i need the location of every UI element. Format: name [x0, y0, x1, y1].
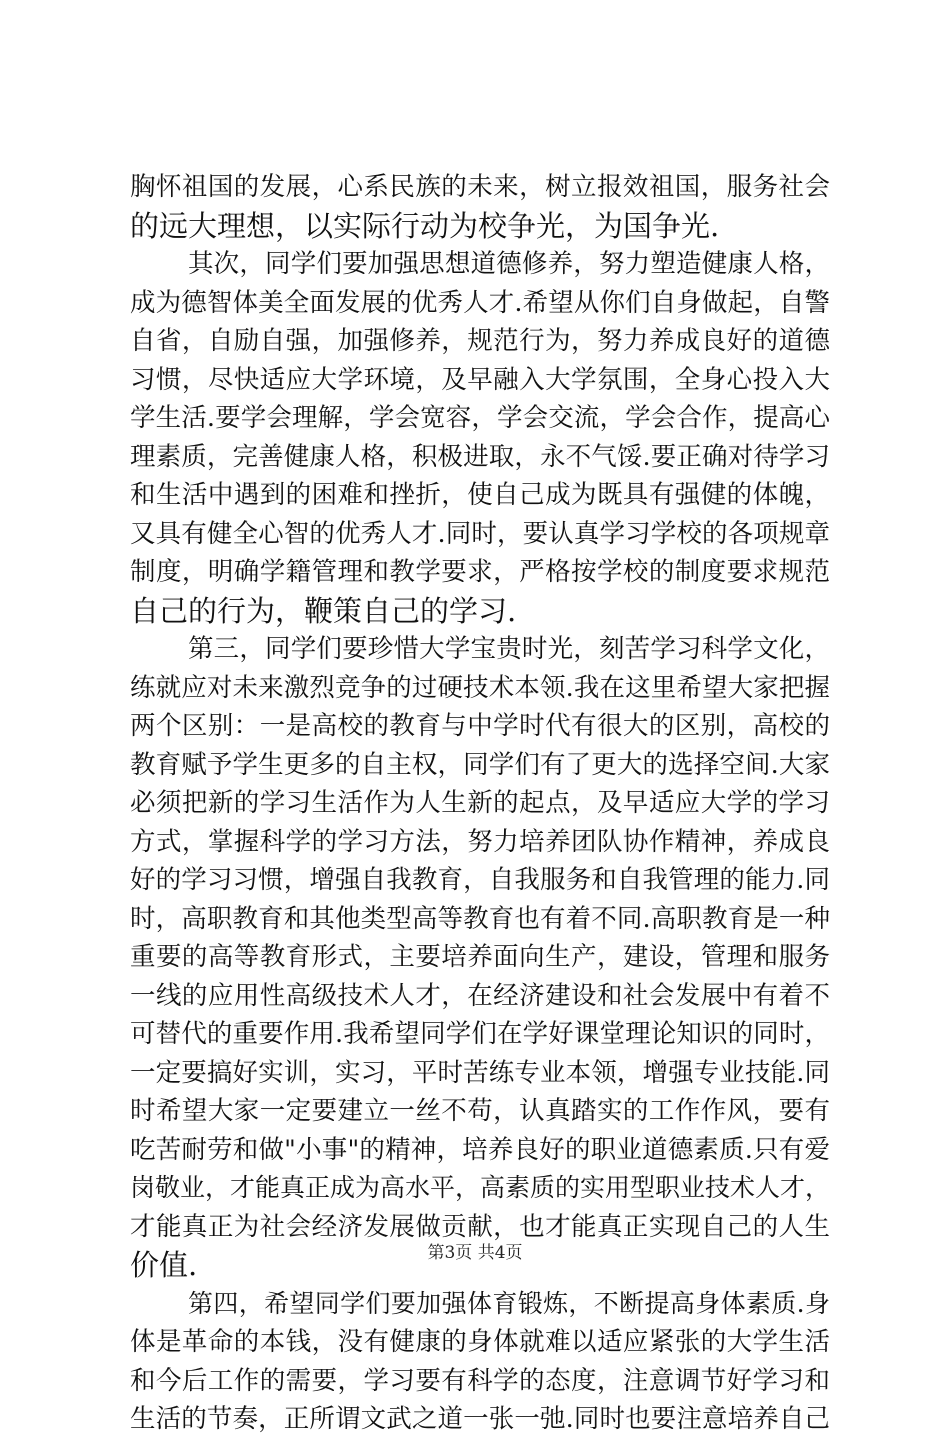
text-line: 体是革命的本钱，没有健康的身体就难以适应紧张的大学生活 [130, 1327, 830, 1357]
text-line: 和生活中遇到的困难和挫折，使自己成为既具有强健的体魄， [130, 480, 830, 510]
text-line: 理素质，完善健康人格，积极进取，永不气馁.要正确对待学习 [130, 441, 830, 472]
text-line: 和今后工作的需要，学习要有科学的态度，注意调节好学习和 [130, 1365, 830, 1396]
paragraph-start-line: 第三，同学们要珍惜大学宝贵时光，刻苦学习科学文化， [188, 634, 830, 664]
text-line: 一线的应用性高级技术人才，在经济建设和社会发展中有着不 [130, 980, 830, 1011]
paragraph-start-line: 其次，同学们要加强思想道德修养，努力塑造健康人格， [188, 249, 830, 279]
text-line: 学生活.要学会理解，学会宽容，学会交流，学会合作，提高心 [130, 403, 830, 433]
text-line: 价值. [130, 1248, 198, 1282]
text-line: 岗敬业，才能真正成为高水平，高素质的实用型职业技术人才， [130, 1173, 831, 1202]
text-line: 自己的行为，鞭策自己的学习. [130, 593, 517, 628]
text-line: 又具有健全心智的优秀人才.同时，要认真学习学校的各项规章 [130, 518, 830, 549]
text-line: 的远大理想，以实际行动为校争光，为国争光. [130, 208, 720, 243]
text-line: 胸怀祖国的发展，心系民族的未来，树立报效祖国，服务社会 [130, 172, 830, 202]
text-line: 生活的节奏，正所谓文武之道一张一弛.同时也要注意培养自己 [130, 1404, 830, 1434]
text-line: 教育赋予学生更多的自主权，同学们有了更大的选择空间.大家 [130, 749, 830, 780]
text-line: 时，高职教育和其他类型高等教育也有着不同.高职教育是一种 [130, 903, 830, 934]
text-line: 自省，自励自强，加强修养，规范行为，努力养成良好的道德 [130, 326, 830, 356]
text-line: 习惯，尽快适应大学环境，及早融入大学氛围，全身心投入大 [130, 364, 830, 395]
text-line: 吃苦耐劳和做"小事"的精神，培养良好的职业道德素质.只有爱 [130, 1134, 830, 1165]
text-line: 方式，掌握科学的学习方法，努力培养团队协作精神，养成良 [130, 826, 830, 857]
text-line: 才能真正为社会经济发展做贡献，也才能真正实现自己的人生 [130, 1211, 830, 1242]
text-line: 两个区别：一是高校的教育与中学时代有很大的区别，高校的 [130, 711, 830, 741]
text-line: 必须把新的学习生活作为人生新的起点，及早适应大学的学习 [130, 788, 830, 818]
text-line: 可替代的重要作用.我希望同学们在学好课堂理论知识的同时， [130, 1019, 830, 1049]
text-line: 重要的高等教育形式，主要培养面向生产，建设，管理和服务 [130, 942, 830, 972]
paragraph-start-line: 第四，希望同学们要加强体育锻炼，不断提高身体素质.身 [188, 1288, 830, 1318]
text-line: 成为德智体美全面发展的优秀人才.希望从你们自身做起，自警 [130, 287, 830, 318]
text-line: 好的学习习惯，增强自我教育，自我服务和自我管理的能力.同 [130, 865, 830, 895]
text-line: 时希望大家一定要建立一丝不苟，认真踏实的工作作风，要有 [130, 1096, 830, 1126]
text-line: 一定要搞好实训，实习，平时苦练专业本领，增强专业技能.同 [130, 1057, 830, 1088]
text-line: 练就应对未来激烈竞争的过硬技术本领.我在这里希望大家把握 [130, 672, 830, 703]
page-number-footer: 第3页 共4页 [427, 1243, 523, 1263]
text-line: 制度，明确学籍管理和教学要求，严格按学校的制度要求规范 [130, 557, 830, 587]
